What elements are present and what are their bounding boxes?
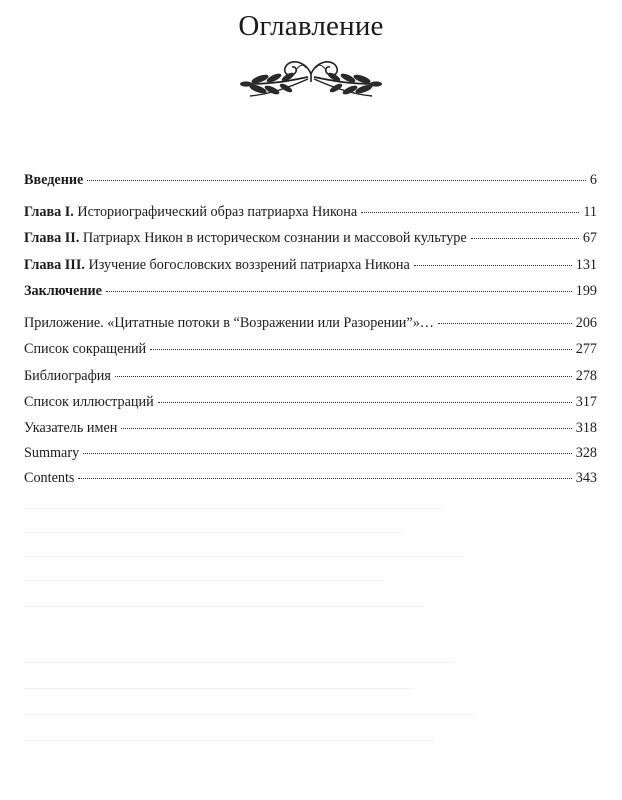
page-title: Оглавление (238, 10, 384, 42)
toc-entry-title: Указатель имен (24, 420, 118, 436)
chapter-prefix: Глава I. (24, 204, 74, 220)
toc-page-number: 318 (575, 420, 597, 436)
dot-leader (158, 402, 572, 403)
toc-entry-title: Заключение (24, 283, 102, 299)
toc-entry-bibliography[interactable] (24, 368, 597, 390)
dot-leader (361, 212, 579, 213)
show-through-line (24, 714, 474, 715)
toc-page-number: 317 (575, 394, 597, 410)
show-through-line (24, 532, 404, 533)
dot-leader (83, 453, 572, 454)
toc-entry-title: Введение (24, 172, 84, 188)
floral-ornament-icon (236, 44, 386, 104)
toc-entry-title: Contents (24, 470, 75, 486)
dot-leader (87, 180, 586, 181)
dot-leader (106, 291, 572, 292)
toc-entry-contents[interactable] (24, 470, 597, 492)
toc-entry-title: Приложение. «Цитатные потоки в “Возражении или Разорении”»… (24, 315, 434, 331)
toc-entry-appendix[interactable] (24, 315, 597, 337)
dot-leader (115, 376, 572, 377)
show-through-line (24, 606, 424, 607)
show-through-line (24, 662, 454, 663)
show-through-line (24, 556, 464, 557)
dot-leader (121, 428, 571, 429)
toc-entry-illustrations[interactable] (24, 394, 597, 416)
toc-page-number: 343 (575, 470, 597, 486)
toc-page-number: 199 (575, 283, 597, 299)
toc-page-number: 328 (575, 445, 597, 461)
toc-entry-chapter-3[interactable] (24, 257, 597, 279)
toc-page-number: 6 (589, 172, 597, 188)
dot-leader (150, 349, 572, 350)
toc-page-number: 278 (575, 368, 597, 384)
toc-entry-name-index[interactable] (24, 420, 597, 442)
toc-page-number: 277 (575, 341, 597, 357)
toc-entry-chapter-1[interactable] (24, 204, 597, 226)
chapter-prefix: Глава II. (24, 230, 80, 246)
show-through-line (24, 580, 384, 581)
toc-page-number: 206 (575, 315, 597, 331)
toc-entry-introduction[interactable] (24, 172, 597, 194)
chapter-prefix: Глава III. (24, 257, 85, 273)
dot-leader (78, 478, 571, 479)
toc-entry-chapter-2[interactable] (24, 230, 597, 252)
toc-entry-title: Историографический образ патриарха Никона (73, 204, 358, 220)
toc-entry-title: Библиография (24, 368, 111, 384)
toc-page-number: 11 (583, 204, 597, 220)
toc-entry-summary[interactable] (24, 445, 597, 467)
dot-leader (438, 323, 572, 324)
toc-entry-title: Патриарх Никон в историческом сознании и массовой культуре (79, 230, 467, 246)
toc-entry-title: Изучение богословских воззрений патриарха Никона (84, 257, 410, 273)
dot-leader (414, 265, 572, 266)
toc-entry-title: Список иллюстраций (24, 394, 154, 410)
dot-leader (471, 238, 579, 239)
show-through-line (24, 740, 434, 741)
toc-entry-title: Список сокращений (24, 341, 147, 357)
toc-page-number: 131 (575, 257, 597, 273)
show-through-line (24, 508, 444, 509)
show-through-line (24, 688, 414, 689)
toc-page-number: 67 (582, 230, 597, 246)
toc-entry-title: Summary (24, 445, 80, 461)
toc-entry-conclusion[interactable] (24, 283, 597, 305)
toc-entry-abbreviations[interactable] (24, 341, 597, 363)
